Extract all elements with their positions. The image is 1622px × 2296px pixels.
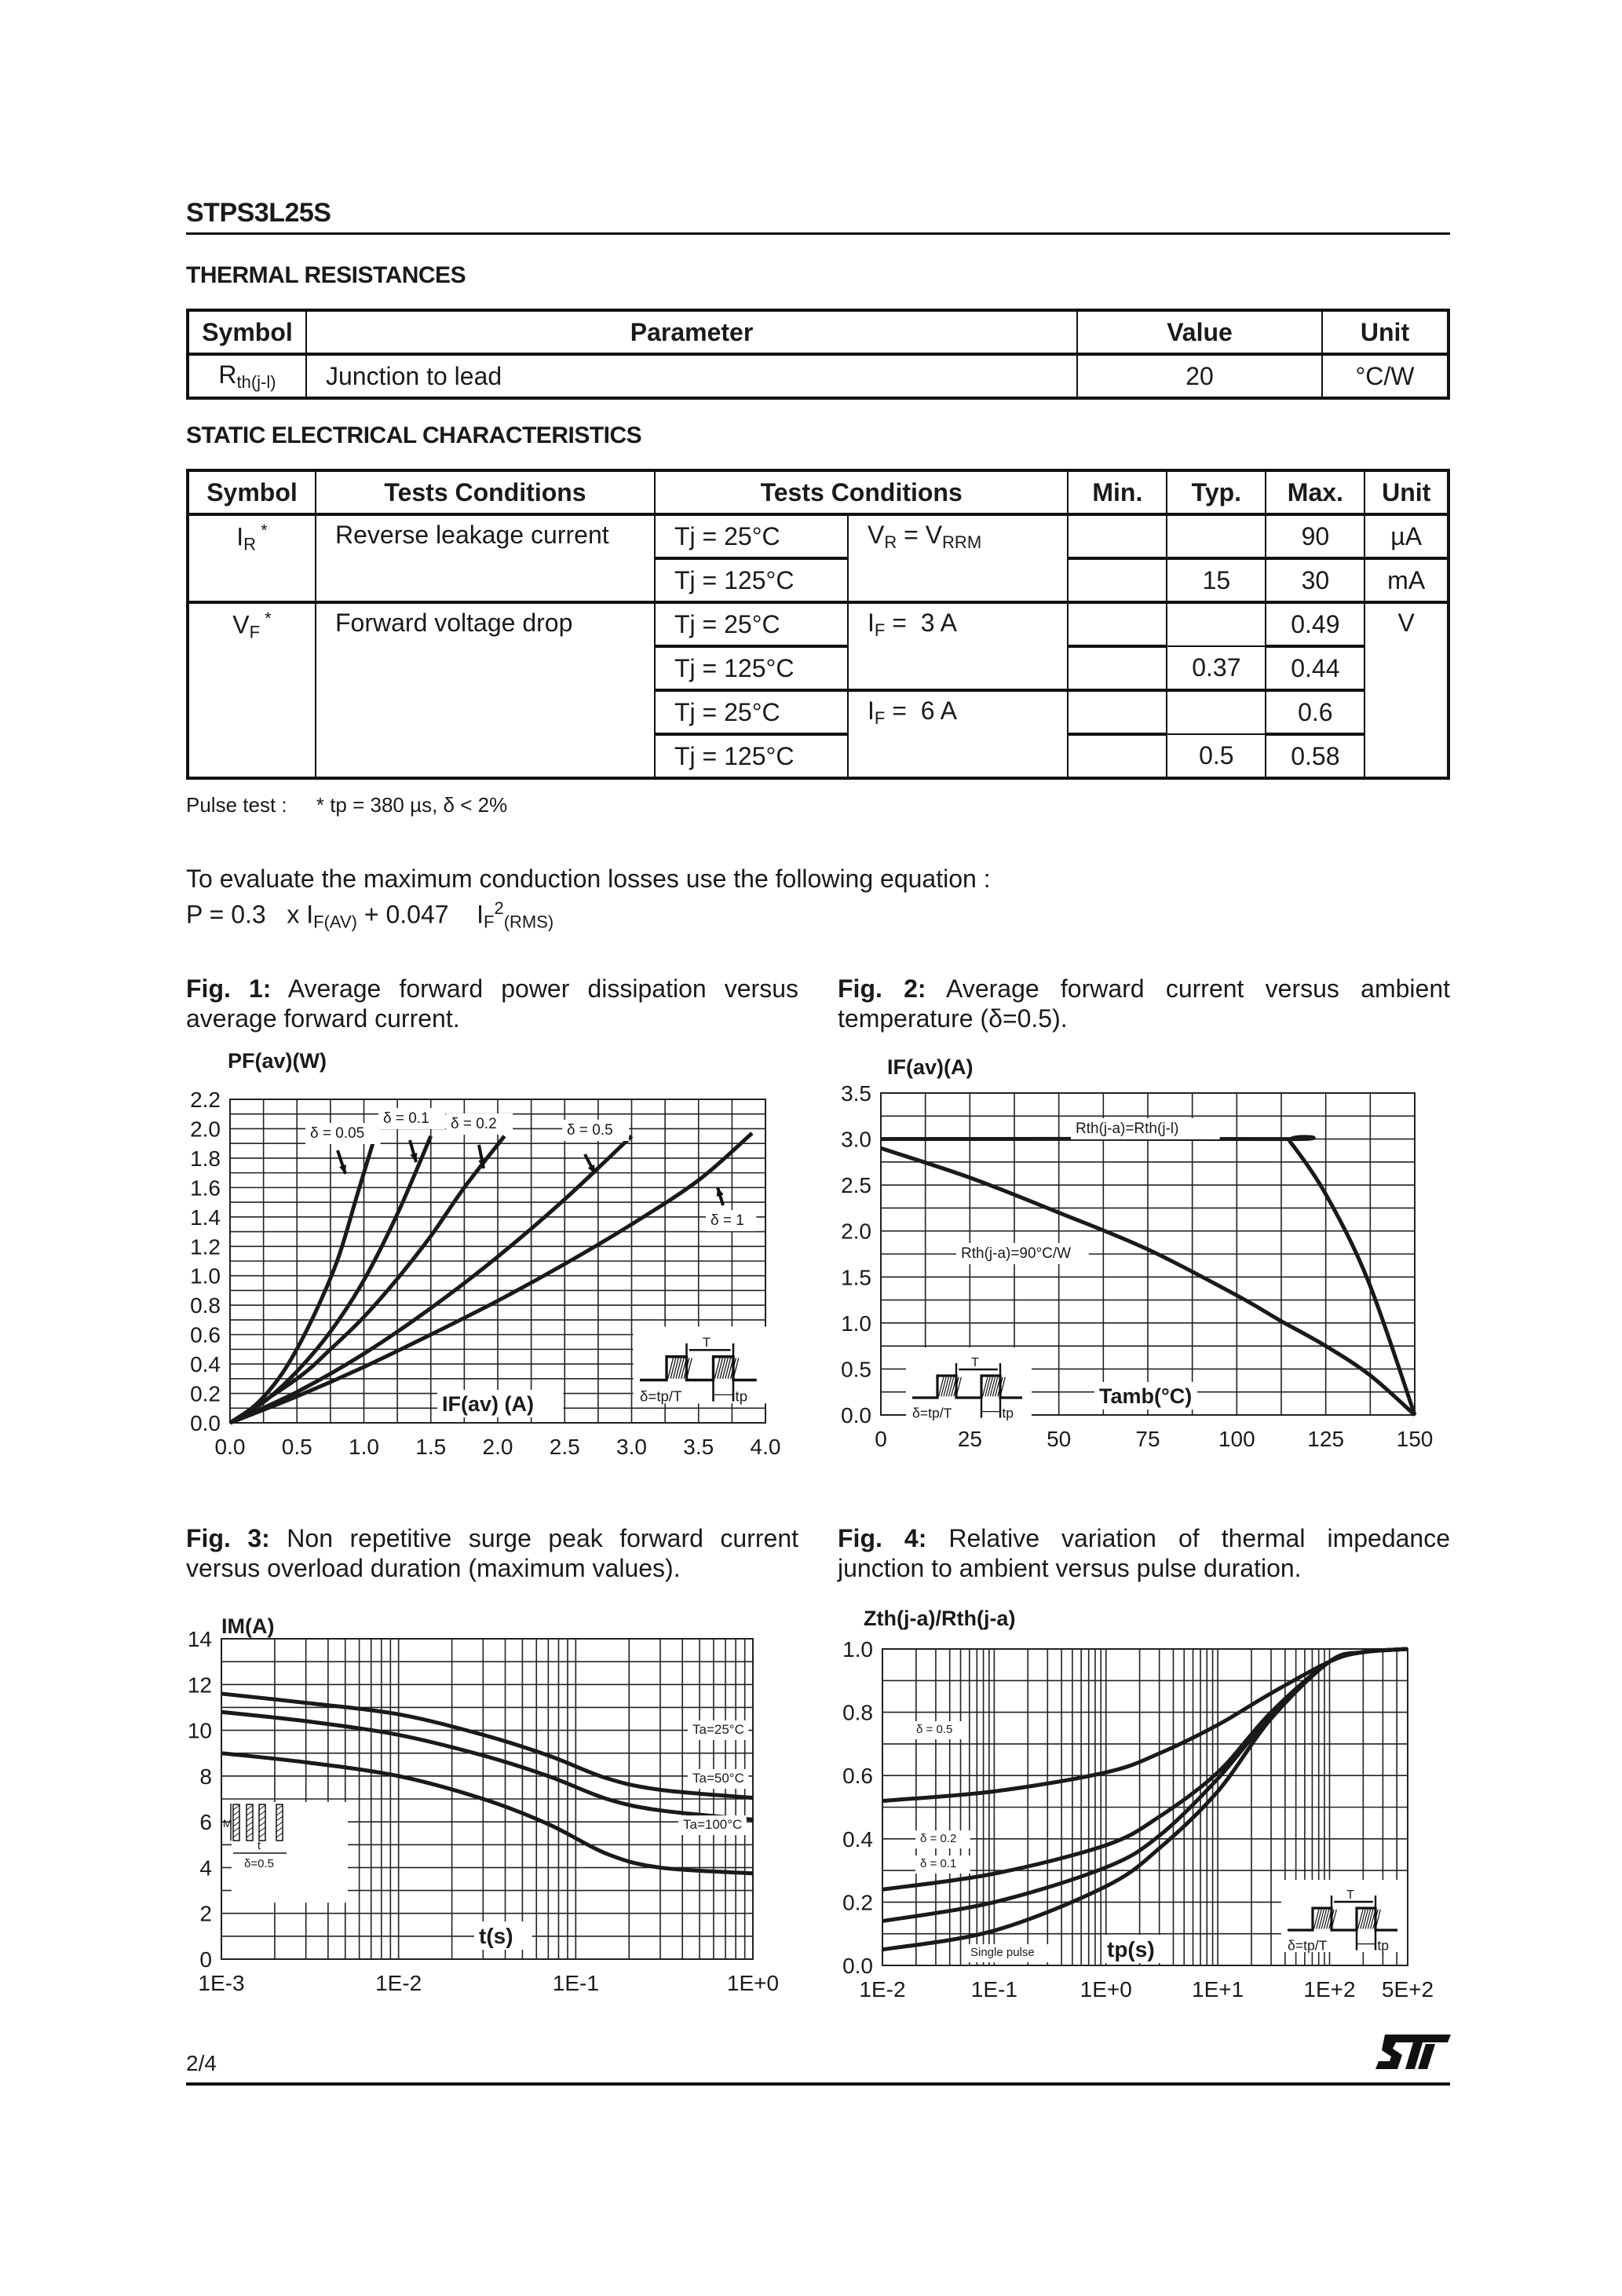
svg-text:tp: tp xyxy=(1002,1405,1014,1421)
y-tick-label: 0.4 xyxy=(190,1352,221,1377)
page-number: 2/4 xyxy=(186,2051,217,2075)
part-number-title: STPS3L25S xyxy=(186,198,331,228)
x-tick-label: 125 xyxy=(1307,1427,1345,1451)
svg-text:T: T xyxy=(1346,1888,1354,1902)
parameter-cell: Junction to lead xyxy=(306,354,1077,398)
svg-text:tp: tp xyxy=(735,1387,748,1405)
col-min: Min. xyxy=(1068,470,1167,514)
col-tests-conditions: Tests Conditions xyxy=(316,470,655,514)
max-cell: 0.49 xyxy=(1266,602,1364,646)
y-axis-label: PF(av)(W) xyxy=(228,1049,327,1073)
x-tick-label: 1E-2 xyxy=(375,1971,422,1995)
unit-cell: µA xyxy=(1364,514,1448,558)
annotation-label: t(s) xyxy=(479,1924,513,1948)
y-tick-label: 1.2 xyxy=(190,1234,221,1260)
svg-text:t: t xyxy=(257,1839,261,1852)
max-cell: 0.58 xyxy=(1266,734,1364,778)
y-tick-label: 2 xyxy=(199,1901,212,1926)
annotation-label: tp(s) xyxy=(1107,1937,1155,1961)
y-tick-label: 3.0 xyxy=(841,1127,871,1152)
svg-text:IM: IM xyxy=(220,1817,232,1830)
pulse-diagram-icon xyxy=(1281,1880,1407,1954)
col-unit: Unit xyxy=(1322,310,1448,354)
max-cell: 90 xyxy=(1266,514,1364,558)
col-tests-conditions-2: Tests Conditions xyxy=(655,470,1068,514)
y-tick-label: 3.5 xyxy=(841,1081,871,1106)
y-tick-label: 10 xyxy=(187,1718,212,1743)
parameter-cell: Reverse leakage current xyxy=(316,514,655,602)
y-tick-label: 0.6 xyxy=(842,1764,873,1789)
x-tick-label: 2.5 xyxy=(549,1435,580,1459)
y-tick-label: 0.8 xyxy=(842,1700,873,1725)
typ-cell: 15 xyxy=(1167,558,1266,602)
y-axis-label: Zth(j-a)/Rth(j-a) xyxy=(864,1607,1016,1630)
y-tick-label: 12 xyxy=(187,1673,212,1698)
series-line xyxy=(882,1649,1408,1889)
x-tick-label: 1E-3 xyxy=(198,1971,245,1995)
equation-formula: P = 0.3 x $I_{F(AV)} + 0.047$ $I_F^2_{(RMS)}$ xyxy=(186,898,554,932)
typ-cell: 0.5 xyxy=(1167,734,1266,778)
x-tick-label: 5E+2 xyxy=(1381,1977,1434,2002)
max-cell: 0.6 xyxy=(1266,690,1364,734)
x-tick-label: 1E-1 xyxy=(552,1971,599,1995)
col-symbol: Symbol xyxy=(188,310,306,354)
annotation-label: δ = 0.2 xyxy=(451,1116,497,1132)
condition-cell: $I_F = 3$ A xyxy=(848,602,1068,690)
annotation-label: δ = 1 xyxy=(711,1212,744,1229)
y-tick-label: 1.4 xyxy=(190,1205,221,1230)
y-tick-label: 6 xyxy=(199,1810,212,1835)
annotation-label: Ta=25°C xyxy=(692,1722,744,1737)
annotation-label: Ta=100°C xyxy=(683,1817,743,1832)
symbol-cell: $V_F$ * xyxy=(188,602,316,778)
equation-intro: To evaluate the maximum conduction losses use the following equation : xyxy=(186,865,991,893)
y-tick-label: 2.0 xyxy=(841,1219,871,1244)
y-tick-label: 1.8 xyxy=(190,1146,221,1171)
x-tick-label: 1.5 xyxy=(415,1435,447,1459)
symbol-cell: $R_{th(j-l)}$ xyxy=(188,354,306,398)
svg-text:T: T xyxy=(702,1335,711,1350)
footer-rule xyxy=(186,2082,1450,2086)
y-tick-label: 1.6 xyxy=(190,1175,221,1201)
fig3-caption: Fig. 3: Non repetitive surge peak forward current versus overload duration (maximum values). xyxy=(186,1524,798,1582)
condition-cell: $V_R = V_{RRM}$ xyxy=(848,514,1068,602)
y-tick-label: 2.0 xyxy=(190,1117,221,1142)
y-tick-label: 14 xyxy=(187,1627,212,1651)
tj-cell: Tj = 25°C xyxy=(655,514,848,558)
x-tick-label: 50 xyxy=(1047,1427,1072,1451)
y-tick-label: 0.5 xyxy=(841,1357,871,1382)
y-tick-label: 0 xyxy=(199,1947,212,1972)
y-tick-label: 0.0 xyxy=(190,1411,221,1435)
parameter-cell: Forward voltage drop xyxy=(316,602,655,778)
annotation-label: δ = 0.2 xyxy=(920,1832,957,1845)
col-unit: Unit xyxy=(1364,470,1448,514)
symbol-cell: $I_R$ * xyxy=(188,514,316,602)
annotation-label: Rth(j-a)=Rth(j-l) xyxy=(1076,1121,1179,1137)
condition-cell: $I_F = 6$ A xyxy=(848,690,1068,778)
pulse-note: Pulse test : * tp = 380 µs, δ < 2% xyxy=(186,793,508,817)
y-tick-label: 0.6 xyxy=(190,1322,221,1347)
x-tick-label: 4.0 xyxy=(750,1435,781,1459)
typ-cell: 0.37 xyxy=(1167,646,1266,690)
svg-text:δ=tp/T: δ=tp/T xyxy=(640,1387,682,1405)
tj-cell: Tj = 125°C xyxy=(655,558,848,602)
col-typ: Typ. xyxy=(1167,470,1266,514)
y-tick-label: 1.5 xyxy=(841,1265,871,1290)
tj-cell: Tj = 25°C xyxy=(655,690,848,734)
x-tick-label: 1E-2 xyxy=(859,1977,906,2002)
tj-cell: Tj = 125°C xyxy=(655,734,848,778)
y-tick-label: 4 xyxy=(199,1855,212,1881)
annotation-label: δ = 0.5 xyxy=(567,1122,613,1139)
x-tick-label: 3.0 xyxy=(616,1435,647,1459)
y-tick-label: 1.0 xyxy=(841,1311,871,1336)
x-tick-label: 25 xyxy=(957,1427,982,1451)
y-axis-label: IM(A) xyxy=(221,1614,275,1638)
svg-text:δ=0.5: δ=0.5 xyxy=(244,1857,274,1870)
st-logo-icon xyxy=(1375,2035,1451,2069)
col-parameter: Parameter xyxy=(306,310,1077,354)
x-tick-label: 1E+1 xyxy=(1192,1977,1244,2002)
x-tick-label: 0.5 xyxy=(281,1435,312,1459)
y-tick-label: 0.0 xyxy=(842,1954,873,1978)
y-tick-label: 2.5 xyxy=(841,1173,871,1198)
fig1-caption: Fig. 1: Average forward power dissipation versus average forward current. xyxy=(186,974,799,1033)
col-symbol: Symbol xyxy=(188,470,316,514)
svg-text:tp: tp xyxy=(1377,1937,1390,1954)
x-tick-label: 150 xyxy=(1396,1427,1434,1451)
y-tick-label: 1.0 xyxy=(190,1263,221,1289)
y-tick-label: 0.0 xyxy=(841,1403,871,1428)
x-tick-label: 0 xyxy=(875,1427,887,1451)
annotation-label: Ta=50°C xyxy=(692,1771,744,1786)
annotation-label: δ = 0.5 xyxy=(916,1723,953,1736)
tj-cell: Tj = 25°C xyxy=(655,602,848,646)
x-tick-label: 1E-1 xyxy=(970,1977,1017,2002)
annotation-label: Single pulse xyxy=(970,1946,1035,1959)
x-tick-label: 3.5 xyxy=(683,1435,714,1459)
y-tick-label: 0.2 xyxy=(190,1381,221,1406)
annotation-label: δ = 0.05 xyxy=(310,1125,365,1142)
unit-cell: mA xyxy=(1364,558,1448,602)
x-tick-label: 0.0 xyxy=(214,1435,246,1459)
svg-text:δ=tp/T: δ=tp/T xyxy=(1288,1937,1328,1954)
annotation-label: δ = 0.1 xyxy=(920,1857,957,1870)
y-tick-label: 1.0 xyxy=(842,1637,873,1662)
x-tick-label: 1E+0 xyxy=(1080,1977,1132,2002)
unit-cell: °C/W xyxy=(1322,354,1448,398)
annotation-label: Tamb(°C) xyxy=(1099,1384,1193,1408)
y-axis-label: IF(av)(A) xyxy=(887,1055,974,1079)
fig2-caption: Fig. 2: Average forward current versus ambient temperature (δ=0.5). xyxy=(838,974,1451,1033)
annotation-label: IF(av) (A) xyxy=(442,1392,534,1416)
y-tick-label: 0.8 xyxy=(190,1293,221,1318)
x-tick-label: 75 xyxy=(1135,1427,1160,1451)
y-tick-label: 2.2 xyxy=(190,1088,221,1112)
x-tick-label: 1E+2 xyxy=(1303,1977,1356,2002)
thermal-section-title: THERMAL RESISTANCES xyxy=(186,262,466,288)
x-tick-label: 1E+0 xyxy=(726,1971,780,1995)
svg-text:T: T xyxy=(971,1356,979,1369)
x-tick-label: 1.0 xyxy=(349,1435,379,1459)
x-tick-label: 2.0 xyxy=(482,1435,513,1459)
y-tick-label: 0.4 xyxy=(842,1826,873,1852)
max-cell: 30 xyxy=(1266,558,1364,602)
y-tick-label: 8 xyxy=(199,1764,212,1789)
fig4-caption: Fig. 4: Relative variation of thermal impedance junction to ambient versus pulse duration. xyxy=(838,1524,1451,1582)
col-max: Max. xyxy=(1266,470,1364,514)
unit-cell: V xyxy=(1364,602,1448,778)
max-cell: 0.44 xyxy=(1266,646,1364,690)
value-cell: 20 xyxy=(1077,354,1322,398)
annotation-label: δ = 0.1 xyxy=(383,1110,429,1127)
svg-text:δ=tp/T: δ=tp/T xyxy=(912,1405,952,1421)
x-tick-label: 100 xyxy=(1218,1427,1255,1451)
y-tick-label: 0.2 xyxy=(842,1890,873,1915)
annotation-label: Rth(j-a)=90°C/W xyxy=(961,1245,1072,1262)
static-section-title: STATIC ELECTRICAL CHARACTERISTICS xyxy=(186,422,642,448)
tj-cell: Tj = 125°C xyxy=(655,646,848,690)
col-value: Value xyxy=(1077,310,1322,354)
